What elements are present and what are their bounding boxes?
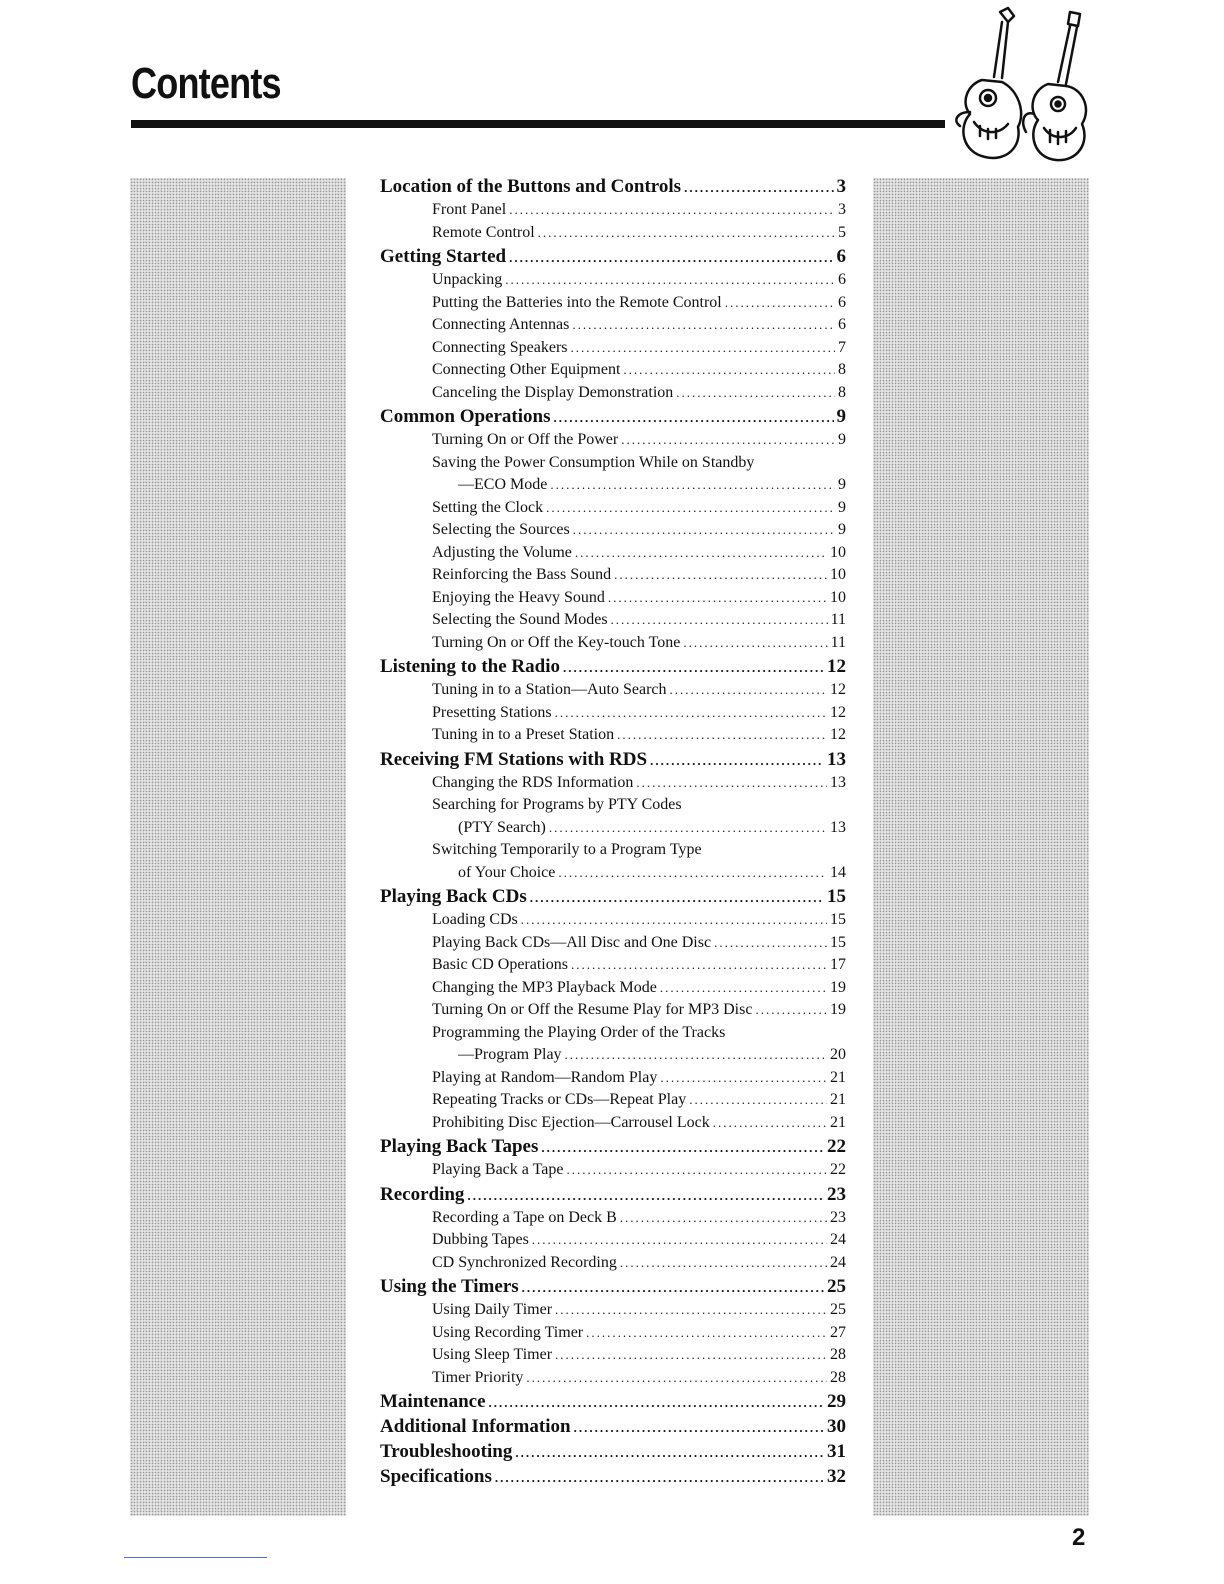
toc-item-page: 8 <box>838 361 846 378</box>
toc-item[interactable] <box>380 521 846 544</box>
leader-dots <box>755 1002 827 1018</box>
toc-item-page: 9 <box>838 476 846 493</box>
leader-dots <box>683 635 827 651</box>
toc-item-label: Prohibiting Disc Ejection—Carrousel Lock <box>432 1113 710 1131</box>
leader-dots <box>550 477 835 493</box>
toc-section-label: Recording <box>380 1183 465 1205</box>
toc-item[interactable] <box>380 704 846 727</box>
toc-item-label: (PTY Search) <box>458 818 546 836</box>
leader-dots <box>713 1115 827 1131</box>
toc-item-label: —Program Play <box>458 1046 562 1063</box>
page-number: 2 <box>1072 1524 1086 1551</box>
leader-dots <box>515 1445 824 1461</box>
leader-dots <box>541 1140 824 1156</box>
toc-section-page: 13 <box>827 748 846 770</box>
leader-dots <box>636 775 827 791</box>
toc-item[interactable] <box>380 979 846 1002</box>
toc-item-page: 3 <box>838 201 846 218</box>
toc-item[interactable] <box>380 611 846 634</box>
toc-item-page: 7 <box>838 338 846 356</box>
toc-item-page: 21 <box>830 1068 846 1086</box>
toc-item-label: Changing the MP3 Playback Mode <box>432 978 657 996</box>
toc-item-page: 13 <box>830 818 846 836</box>
toc-item-label: Using Recording Timer <box>432 1323 584 1341</box>
toc-item-page: 6 <box>838 293 846 311</box>
leader-dots <box>549 820 827 836</box>
toc-item-label: Using Sleep Timer <box>432 1346 553 1363</box>
toc-item-label: Unpacking <box>432 271 503 288</box>
leader-dots <box>620 1255 827 1271</box>
toc-section[interactable] <box>380 1391 846 1416</box>
toc-item[interactable] <box>380 1231 846 1254</box>
toc-item[interactable] <box>380 544 846 567</box>
leader-dots <box>617 727 827 743</box>
toc-item-label: Connecting Other Equipment <box>432 361 621 378</box>
leader-dots <box>621 432 835 448</box>
toc-item[interactable] <box>380 1114 846 1137</box>
toc-section[interactable] <box>380 749 846 774</box>
toc-item-label: Remote Control <box>432 223 535 241</box>
toc-item-continued-label[interactable]: Saving the Power Consumption While on Standby <box>432 453 755 471</box>
leader-dots <box>555 1347 827 1363</box>
toc-item-page: 10 <box>830 566 846 583</box>
toc-item-label: Playing Back CDs—All Disc and One Disc <box>432 933 712 951</box>
toc-section[interactable] <box>380 1136 846 1161</box>
title-rule <box>131 120 945 128</box>
leader-dots <box>558 865 827 881</box>
leader-dots <box>574 1420 824 1436</box>
decorative-side-panel-left <box>130 178 346 1516</box>
leader-dots <box>572 317 835 333</box>
leader-dots <box>608 590 827 606</box>
toc-item-page: 6 <box>838 271 846 288</box>
toc-item[interactable] <box>380 819 846 842</box>
toc-item[interactable] <box>380 589 846 612</box>
toc-item[interactable] <box>380 634 846 657</box>
table-of-contents <box>380 176 846 1491</box>
toc-section-page: 32 <box>827 1466 846 1487</box>
toc-item-page: 10 <box>830 543 846 561</box>
toc-item[interactable] <box>380 1301 846 1324</box>
toc-item-label: Turning On or Off the Key-touch Tone <box>432 633 681 651</box>
leader-dots <box>467 1188 824 1204</box>
toc-section-label: Receiving FM Stations with RDS <box>380 748 648 770</box>
leader-dots <box>725 295 835 311</box>
leader-dots <box>509 202 835 218</box>
leader-dots <box>573 522 835 538</box>
toc-item[interactable] <box>380 476 846 499</box>
toc-section-page: 15 <box>827 886 846 907</box>
toc-item[interactable] <box>380 566 846 589</box>
toc-item-continued-label[interactable]: Searching for Programs by PTY Codes <box>432 796 682 813</box>
toc-section-page: 25 <box>827 1276 846 1297</box>
leader-dots <box>714 935 827 951</box>
toc-item-label: Reinforcing the Bass Sound <box>432 566 612 583</box>
leader-dots <box>611 612 828 628</box>
toc-item-page: 9 <box>838 498 846 516</box>
toc-item-label: Playing Back a Tape <box>432 1161 564 1178</box>
toc-item-continued-label[interactable]: Programming the Playing Order of the Tracks <box>432 1023 726 1041</box>
toc-section-label: Listening to the Radio <box>380 656 560 677</box>
leader-dots <box>489 1395 824 1411</box>
toc-section[interactable] <box>380 1184 846 1209</box>
toc-section-label: Playing Back Tapes <box>380 1136 539 1157</box>
toc-item-label: Putting the Batteries into the Remote Control <box>432 293 722 311</box>
toc-item-label: Adjusting the Volume <box>432 543 572 561</box>
toc-item-page: 13 <box>830 773 846 791</box>
toc-item-page: 14 <box>830 863 846 881</box>
guitar-mascot-illustration <box>930 2 1095 172</box>
toc-section-label: Additional Information <box>380 1416 571 1437</box>
toc-section[interactable] <box>380 1276 846 1301</box>
toc-section-label: Common Operations <box>380 406 551 427</box>
toc-item-page: 5 <box>838 223 846 241</box>
leader-dots <box>676 385 835 401</box>
toc-item[interactable] <box>380 1091 846 1114</box>
toc-item-label: Repeating Tracks or CDs—Repeat Play <box>432 1091 687 1108</box>
leader-dots <box>509 250 833 266</box>
leader-dots <box>670 682 827 698</box>
leader-dots <box>555 705 827 721</box>
toc-section[interactable] <box>380 246 846 271</box>
toc-section[interactable] <box>380 1466 846 1491</box>
toc-section[interactable] <box>380 886 846 911</box>
toc-item[interactable] <box>380 339 846 362</box>
toc-item-page: 8 <box>838 383 846 401</box>
leader-dots <box>575 545 827 561</box>
toc-item-label: Basic CD Operations <box>432 956 568 973</box>
toc-item-label: Presetting Stations <box>432 703 552 721</box>
toc-section-page: 29 <box>827 1391 846 1412</box>
toc-item-page: 22 <box>830 1161 846 1178</box>
toc-item[interactable] <box>380 1209 846 1232</box>
toc-section-page: 31 <box>827 1441 846 1462</box>
toc-section[interactable] <box>380 656 846 681</box>
toc-section[interactable] <box>380 1416 846 1441</box>
toc-item[interactable] <box>380 1161 846 1184</box>
toc-item-label: Setting the Clock <box>432 498 544 516</box>
toc-item-page: 6 <box>838 316 846 333</box>
page-title: Contents <box>131 59 281 108</box>
toc-item-label: Selecting the Sound Modes <box>432 611 608 628</box>
toc-item-page: 17 <box>830 956 846 973</box>
toc-section-label: Getting Started <box>380 246 507 267</box>
toc-item[interactable] <box>380 431 846 454</box>
leader-dots <box>650 753 824 769</box>
toc-item-page: 15 <box>830 933 846 951</box>
toc-item-label: Connecting Speakers <box>432 338 568 356</box>
toc-section-page: 22 <box>827 1136 846 1157</box>
toc-item-label: Dubbing Tapes <box>432 1231 529 1248</box>
leader-dots <box>660 980 827 996</box>
toc-section-page: 23 <box>827 1183 846 1205</box>
leader-dots <box>565 1047 827 1063</box>
toc-item-page: 21 <box>830 1113 846 1131</box>
leader-dots <box>620 1210 827 1226</box>
toc-item-page: 9 <box>838 521 846 538</box>
toc-item[interactable] <box>380 271 846 294</box>
toc-section-page: 6 <box>836 246 846 267</box>
toc-item-page: 24 <box>830 1253 846 1271</box>
toc-section-page: 3 <box>836 176 846 197</box>
leader-dots <box>521 912 827 928</box>
toc-item-label: CD Synchronized Recording <box>432 1253 617 1271</box>
toc-item-label: Connecting Antennas <box>432 316 570 333</box>
leader-dots <box>660 1070 827 1086</box>
leader-dots <box>689 1092 827 1108</box>
toc-item-label: Playing at Random—Random Play <box>432 1068 658 1086</box>
leader-dots <box>530 890 824 906</box>
toc-item-label: Loading CDs <box>432 911 518 928</box>
toc-item-page: 10 <box>830 588 846 606</box>
toc-item-label: Using Daily Timer <box>432 1301 553 1318</box>
toc-item-page: 28 <box>830 1346 846 1363</box>
toc-item[interactable] <box>380 1369 846 1392</box>
leader-dots <box>522 1280 824 1296</box>
toc-section[interactable] <box>380 1441 846 1466</box>
leader-dots <box>532 1232 827 1248</box>
toc-item-label: Changing the RDS Information <box>432 773 634 791</box>
toc-item-page: 19 <box>830 978 846 996</box>
toc-item-label: Turning On or Off the Power <box>432 431 619 448</box>
leader-dots <box>495 1470 824 1486</box>
toc-item-page: 21 <box>830 1091 846 1108</box>
toc-item-page: 9 <box>838 431 846 448</box>
toc-item-label: of Your Choice <box>458 863 556 881</box>
toc-item[interactable] <box>380 934 846 957</box>
toc-item[interactable] <box>380 1001 846 1024</box>
leader-dots <box>684 180 833 196</box>
toc-item[interactable] <box>380 1046 846 1069</box>
toc-item[interactable] <box>380 911 846 934</box>
toc-item[interactable] <box>380 499 846 522</box>
toc-item[interactable] <box>380 1069 846 1092</box>
leader-dots <box>571 340 835 356</box>
toc-item-label: Canceling the Display Demonstration <box>432 383 674 401</box>
toc-item-page: 28 <box>830 1368 846 1386</box>
toc-item-label: Tuning in to a Preset Station <box>432 726 615 743</box>
toc-section-page: 9 <box>836 406 846 427</box>
toc-item-page: 24 <box>830 1231 846 1248</box>
toc-item-page: 12 <box>830 681 846 698</box>
leader-dots <box>505 272 835 288</box>
toc-item[interactable] <box>380 224 846 247</box>
toc-section-page: 12 <box>827 656 846 677</box>
footer-link-underline <box>124 1557 267 1558</box>
toc-item[interactable] <box>380 864 846 887</box>
toc-item[interactable] <box>380 384 846 407</box>
toc-item[interactable] <box>380 316 846 339</box>
toc-item[interactable] <box>380 201 846 224</box>
toc-item[interactable] <box>380 774 846 797</box>
leader-dots <box>553 410 833 426</box>
toc-item[interactable] <box>380 726 846 749</box>
toc-section-label: Location of the Buttons and Controls <box>380 176 682 197</box>
leader-dots <box>563 660 824 676</box>
toc-section-label: Troubleshooting <box>380 1441 513 1462</box>
leader-dots <box>586 1325 827 1341</box>
toc-item[interactable] <box>380 1324 846 1347</box>
toc-section-label: Specifications <box>380 1466 492 1487</box>
leader-dots <box>623 362 835 378</box>
toc-section-label: Maintenance <box>380 1391 486 1412</box>
toc-section[interactable] <box>380 176 846 201</box>
toc-item[interactable] <box>380 361 846 384</box>
toc-item-page: 11 <box>830 633 846 651</box>
leader-dots <box>538 225 835 241</box>
toc-section-label: Playing Back CDs <box>380 886 527 907</box>
toc-item-label: Timer Priority <box>432 1368 524 1386</box>
toc-item[interactable] <box>380 956 846 979</box>
toc-item-continued-label[interactable]: Switching Temporarily to a Program Type <box>432 841 702 858</box>
leader-dots <box>571 957 827 973</box>
decorative-side-panel-right <box>873 178 1089 1516</box>
toc-item-page: 15 <box>830 911 846 928</box>
toc-item[interactable] <box>380 294 846 317</box>
toc-item-label: Selecting the Sources <box>432 521 570 538</box>
toc-item[interactable] <box>380 1346 846 1369</box>
leader-dots <box>526 1370 827 1386</box>
leader-dots <box>546 500 835 516</box>
toc-item-page: 12 <box>830 726 846 743</box>
toc-item-page: 12 <box>830 703 846 721</box>
toc-item-label: —ECO Mode <box>458 476 548 493</box>
toc-item-label: Recording a Tape on Deck B <box>432 1208 617 1226</box>
toc-section[interactable] <box>380 406 846 431</box>
toc-item-label: Front Panel <box>432 201 507 218</box>
toc-item-page: 23 <box>830 1208 846 1226</box>
toc-item[interactable] <box>380 1254 846 1277</box>
toc-item-page: 25 <box>830 1301 846 1318</box>
leader-dots <box>566 1162 827 1178</box>
toc-item-page: 27 <box>830 1323 846 1341</box>
toc-item-page: 20 <box>830 1046 846 1063</box>
toc-section-label: Using the Timers <box>380 1276 519 1297</box>
leader-dots <box>555 1302 827 1318</box>
toc-item-label: Turning On or Off the Resume Play for MP3 Disc <box>432 1001 753 1018</box>
toc-item-label: Enjoying the Heavy Sound <box>432 588 605 606</box>
toc-section-page: 30 <box>827 1416 846 1437</box>
toc-item-page: 11 <box>830 611 846 628</box>
toc-item-label: Tuning in to a Station—Auto Search <box>432 681 667 698</box>
toc-item[interactable] <box>380 681 846 704</box>
toc-item-page: 19 <box>830 1001 846 1018</box>
leader-dots <box>614 567 827 583</box>
